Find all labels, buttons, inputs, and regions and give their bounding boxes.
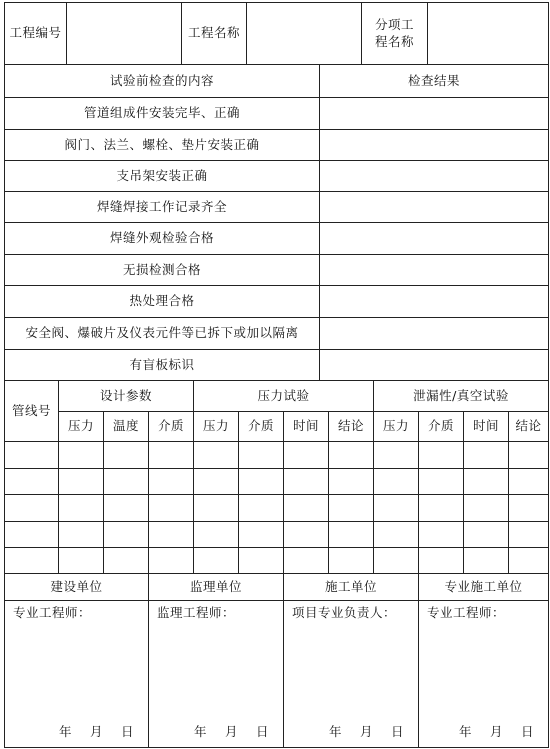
test-table-cell[interactable] bbox=[463, 441, 509, 469]
precheck-result-cell[interactable] bbox=[319, 160, 549, 192]
signoff-block[interactable] bbox=[148, 600, 284, 748]
test-table-cell[interactable] bbox=[148, 441, 194, 469]
test-table-cell[interactable] bbox=[418, 547, 464, 574]
signoff-unit-header: 施工单位 bbox=[283, 573, 419, 601]
precheck-item: 有盲板标识 bbox=[4, 349, 320, 381]
test-table-cell[interactable] bbox=[283, 468, 329, 495]
signoff-role-label: 专业工程师： bbox=[13, 605, 92, 620]
test-table-cell[interactable] bbox=[4, 521, 59, 548]
test-table-cell[interactable] bbox=[418, 494, 464, 522]
test-table-cell[interactable] bbox=[4, 547, 59, 574]
test-table-cell[interactable] bbox=[193, 547, 239, 574]
test-table-cell[interactable] bbox=[463, 521, 509, 548]
pressure-test-header: 压力试验 bbox=[193, 380, 374, 412]
precheck-item: 焊缝焊接工作记录齐全 bbox=[4, 191, 320, 223]
sub-project-field[interactable] bbox=[427, 2, 549, 65]
test-table-cell[interactable] bbox=[283, 441, 329, 469]
test-table-cell[interactable] bbox=[418, 521, 464, 548]
test-table-cell[interactable] bbox=[103, 521, 149, 548]
test-table-cell[interactable] bbox=[238, 468, 284, 495]
project-name-label: 工程名称 bbox=[181, 2, 247, 65]
date-year-label: 年 bbox=[193, 724, 207, 740]
precheck-result-cell[interactable] bbox=[319, 254, 549, 286]
test-subheader: 介质 bbox=[418, 411, 464, 442]
test-table-cell[interactable] bbox=[148, 547, 194, 574]
date-day-label: 日 bbox=[120, 724, 134, 740]
precheck-item: 无损检测合格 bbox=[4, 254, 320, 286]
signoff-role-label: 监理工程师： bbox=[157, 605, 236, 620]
precheck-result-cell[interactable] bbox=[319, 191, 549, 223]
precheck-result-cell[interactable] bbox=[319, 129, 549, 161]
test-table-cell[interactable] bbox=[58, 441, 104, 469]
test-subheader: 时间 bbox=[463, 411, 509, 442]
test-table-cell[interactable] bbox=[4, 441, 59, 469]
leak-test-header: 泄漏性/真空试验 bbox=[373, 380, 549, 412]
test-table-cell[interactable] bbox=[103, 494, 149, 522]
test-table-cell[interactable] bbox=[148, 521, 194, 548]
test-table-cell[interactable] bbox=[4, 468, 59, 495]
date-year-label: 年 bbox=[58, 724, 72, 740]
test-table-cell[interactable] bbox=[148, 494, 194, 522]
signoff-unit-header: 专业施工单位 bbox=[418, 573, 549, 601]
date-year-label: 年 bbox=[458, 724, 472, 740]
signoff-block[interactable] bbox=[283, 600, 419, 748]
test-table-cell[interactable] bbox=[373, 494, 419, 522]
signoff-date bbox=[5, 724, 148, 741]
precheck-item: 焊缝外观检验合格 bbox=[4, 222, 320, 255]
date-day-label: 日 bbox=[390, 724, 404, 740]
test-subheader: 介质 bbox=[238, 411, 284, 442]
precheck-result-header: 检查结果 bbox=[319, 64, 549, 98]
test-table-cell[interactable] bbox=[283, 521, 329, 548]
test-table-cell[interactable] bbox=[373, 468, 419, 495]
test-table-cell[interactable] bbox=[373, 441, 419, 469]
test-subheader: 结论 bbox=[328, 411, 374, 442]
precheck-item: 安全阀、爆破片及仪表元件等已拆下或加以隔离 bbox=[4, 317, 320, 350]
signoff-role-label: 专业工程师： bbox=[427, 605, 506, 620]
test-table-cell[interactable] bbox=[193, 494, 239, 522]
test-table-cell[interactable] bbox=[328, 521, 374, 548]
precheck-result-cell[interactable] bbox=[319, 222, 549, 255]
test-table-cell[interactable] bbox=[508, 494, 549, 522]
test-table-cell[interactable] bbox=[193, 441, 239, 469]
test-table-cell[interactable] bbox=[418, 468, 464, 495]
test-table-cell[interactable] bbox=[193, 468, 239, 495]
test-table-cell[interactable] bbox=[58, 468, 104, 495]
test-subheader: 温度 bbox=[103, 411, 149, 442]
signoff-block[interactable] bbox=[418, 600, 549, 748]
test-table-cell[interactable] bbox=[58, 521, 104, 548]
test-table-cell[interactable] bbox=[463, 494, 509, 522]
precheck-content-header: 试验前检查的内容 bbox=[4, 64, 320, 98]
signoff-date bbox=[419, 724, 548, 741]
test-table-cell[interactable] bbox=[238, 547, 284, 574]
test-table-cell[interactable] bbox=[193, 521, 239, 548]
signoff-date bbox=[284, 724, 418, 741]
signoff-unit-header: 建设单位 bbox=[4, 573, 149, 601]
signoff-role-label: 项目专业负责人： bbox=[292, 605, 397, 620]
test-table-cell[interactable] bbox=[283, 547, 329, 574]
project-no-field[interactable] bbox=[66, 2, 182, 65]
test-table-cell[interactable] bbox=[328, 468, 374, 495]
test-table-cell[interactable] bbox=[418, 441, 464, 469]
date-day-label: 日 bbox=[255, 724, 269, 740]
test-table-cell[interactable] bbox=[58, 494, 104, 522]
precheck-item: 管道组成件安装完毕、正确 bbox=[4, 97, 320, 130]
test-table-cell[interactable] bbox=[283, 494, 329, 522]
test-subheader: 介质 bbox=[148, 411, 194, 442]
precheck-result-cell[interactable] bbox=[319, 285, 549, 318]
project-no-label: 工程编号 bbox=[4, 2, 67, 65]
test-table-cell[interactable] bbox=[463, 547, 509, 574]
test-table-cell[interactable] bbox=[373, 521, 419, 548]
test-table-cell[interactable] bbox=[103, 547, 149, 574]
test-subheader: 时间 bbox=[283, 411, 329, 442]
test-table-cell[interactable] bbox=[238, 521, 284, 548]
test-table-cell[interactable] bbox=[238, 494, 284, 522]
precheck-result-cell[interactable] bbox=[319, 317, 549, 350]
date-month-label: 月 bbox=[489, 724, 503, 740]
date-month-label: 月 bbox=[359, 724, 373, 740]
sub-project-label: 分项工程名称 bbox=[361, 2, 428, 65]
precheck-item: 支吊架安装正确 bbox=[4, 160, 320, 192]
precheck-item: 热处理合格 bbox=[4, 285, 320, 318]
test-table-cell[interactable] bbox=[373, 547, 419, 574]
test-table-cell[interactable] bbox=[58, 547, 104, 574]
test-table-cell[interactable] bbox=[4, 494, 59, 522]
test-table-cell[interactable] bbox=[328, 441, 374, 469]
signoff-block[interactable] bbox=[4, 600, 149, 748]
precheck-item: 阀门、法兰、螺栓、垫片安装正确 bbox=[4, 129, 320, 161]
test-table-cell[interactable] bbox=[508, 521, 549, 548]
test-table-cell[interactable] bbox=[508, 468, 549, 495]
test-subheader: 压力 bbox=[373, 411, 419, 442]
line-no-header: 管线号 bbox=[4, 380, 59, 442]
date-day-label: 日 bbox=[520, 724, 534, 740]
test-table-cell[interactable] bbox=[238, 441, 284, 469]
date-month-label: 月 bbox=[224, 724, 238, 740]
signoff-date bbox=[149, 724, 283, 741]
test-table-cell[interactable] bbox=[508, 547, 549, 574]
test-table-cell[interactable] bbox=[103, 441, 149, 469]
test-subheader: 结论 bbox=[508, 411, 549, 442]
test-subheader: 压力 bbox=[58, 411, 104, 442]
precheck-result-cell[interactable] bbox=[319, 97, 549, 130]
signoff-unit-header: 监理单位 bbox=[148, 573, 284, 601]
project-name-field[interactable] bbox=[246, 2, 362, 65]
test-table-cell[interactable] bbox=[328, 547, 374, 574]
precheck-result-cell[interactable] bbox=[319, 349, 549, 381]
date-year-label: 年 bbox=[328, 724, 342, 740]
design-params-header: 设计参数 bbox=[58, 380, 194, 412]
date-month-label: 月 bbox=[89, 724, 103, 740]
test-table-cell[interactable] bbox=[328, 494, 374, 522]
test-subheader: 压力 bbox=[193, 411, 239, 442]
test-table-cell[interactable] bbox=[103, 468, 149, 495]
test-table-cell[interactable] bbox=[463, 468, 509, 495]
test-table-cell[interactable] bbox=[508, 441, 549, 469]
test-table-cell[interactable] bbox=[148, 468, 194, 495]
